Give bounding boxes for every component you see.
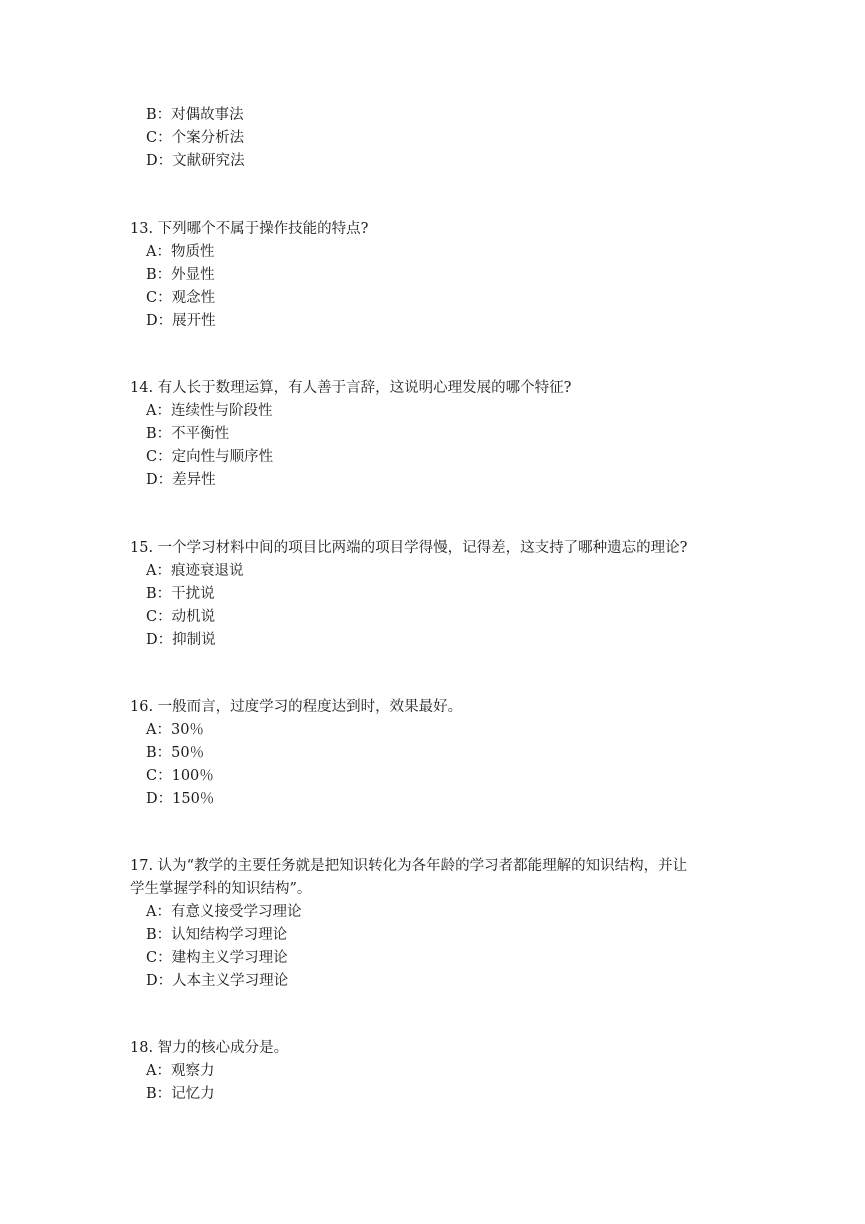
option-d: D：抑制说 bbox=[146, 632, 216, 648]
question-stem: 15. 一个学习材料中间的项目比两端的项目学得慢，记得差，这支持了哪种遗忘的理论? bbox=[130, 540, 688, 556]
option-b: B：记忆力 bbox=[146, 1086, 215, 1102]
option-c: C：100％ bbox=[146, 768, 214, 784]
option-d: D：文献研究法 bbox=[146, 153, 245, 169]
option-d: D：150％ bbox=[146, 791, 215, 807]
question-stem-line-2: 学生掌握学科的知识结构”。 bbox=[130, 881, 312, 897]
option-c: C：观念性 bbox=[146, 290, 216, 306]
option-d: D：展开性 bbox=[146, 313, 216, 329]
option-c: C：定向性与顺序性 bbox=[146, 449, 274, 465]
question-stem-line-1: 17. 认为“教学的主要任务就是把知识转化为各年龄的学习者都能理解的知识结构，并让 bbox=[130, 858, 688, 874]
option-b: B：不平衡性 bbox=[146, 426, 230, 442]
option-c: C：动机说 bbox=[146, 609, 216, 625]
question-stem: 18. 智力的核心成分是。 bbox=[130, 1040, 289, 1056]
question-stem: 16. 一般而言，过度学习的程度达到时，效果最好。 bbox=[130, 699, 463, 715]
option-c: C：个案分析法 bbox=[146, 130, 245, 146]
option-d: D：人本主义学习理论 bbox=[146, 973, 289, 989]
option-a: A：连续性与阶段性 bbox=[146, 403, 273, 419]
option-c: C：建构主义学习理论 bbox=[146, 950, 288, 966]
option-a: A：物质性 bbox=[146, 244, 215, 260]
option-a: A：30％ bbox=[146, 722, 204, 738]
option-a: A：有意义接受学习理论 bbox=[146, 904, 302, 920]
option-b: B：认知结构学习理论 bbox=[146, 927, 288, 943]
question-stem: 14. 有人长于数理运算，有人善于言辞，这说明心理发展的哪个特征? bbox=[130, 380, 572, 396]
option-d: D：差异性 bbox=[146, 472, 216, 488]
option-a: A：痕迹衰退说 bbox=[146, 563, 244, 579]
option-b: B：50％ bbox=[146, 745, 205, 761]
option-b: B：外显性 bbox=[146, 267, 215, 283]
option-b: B：干扰说 bbox=[146, 586, 215, 602]
option-b: B：对偶故事法 bbox=[146, 107, 244, 123]
option-a: A：观察力 bbox=[146, 1063, 215, 1079]
question-stem: 13. 下列哪个不属于操作技能的特点? bbox=[130, 221, 369, 237]
